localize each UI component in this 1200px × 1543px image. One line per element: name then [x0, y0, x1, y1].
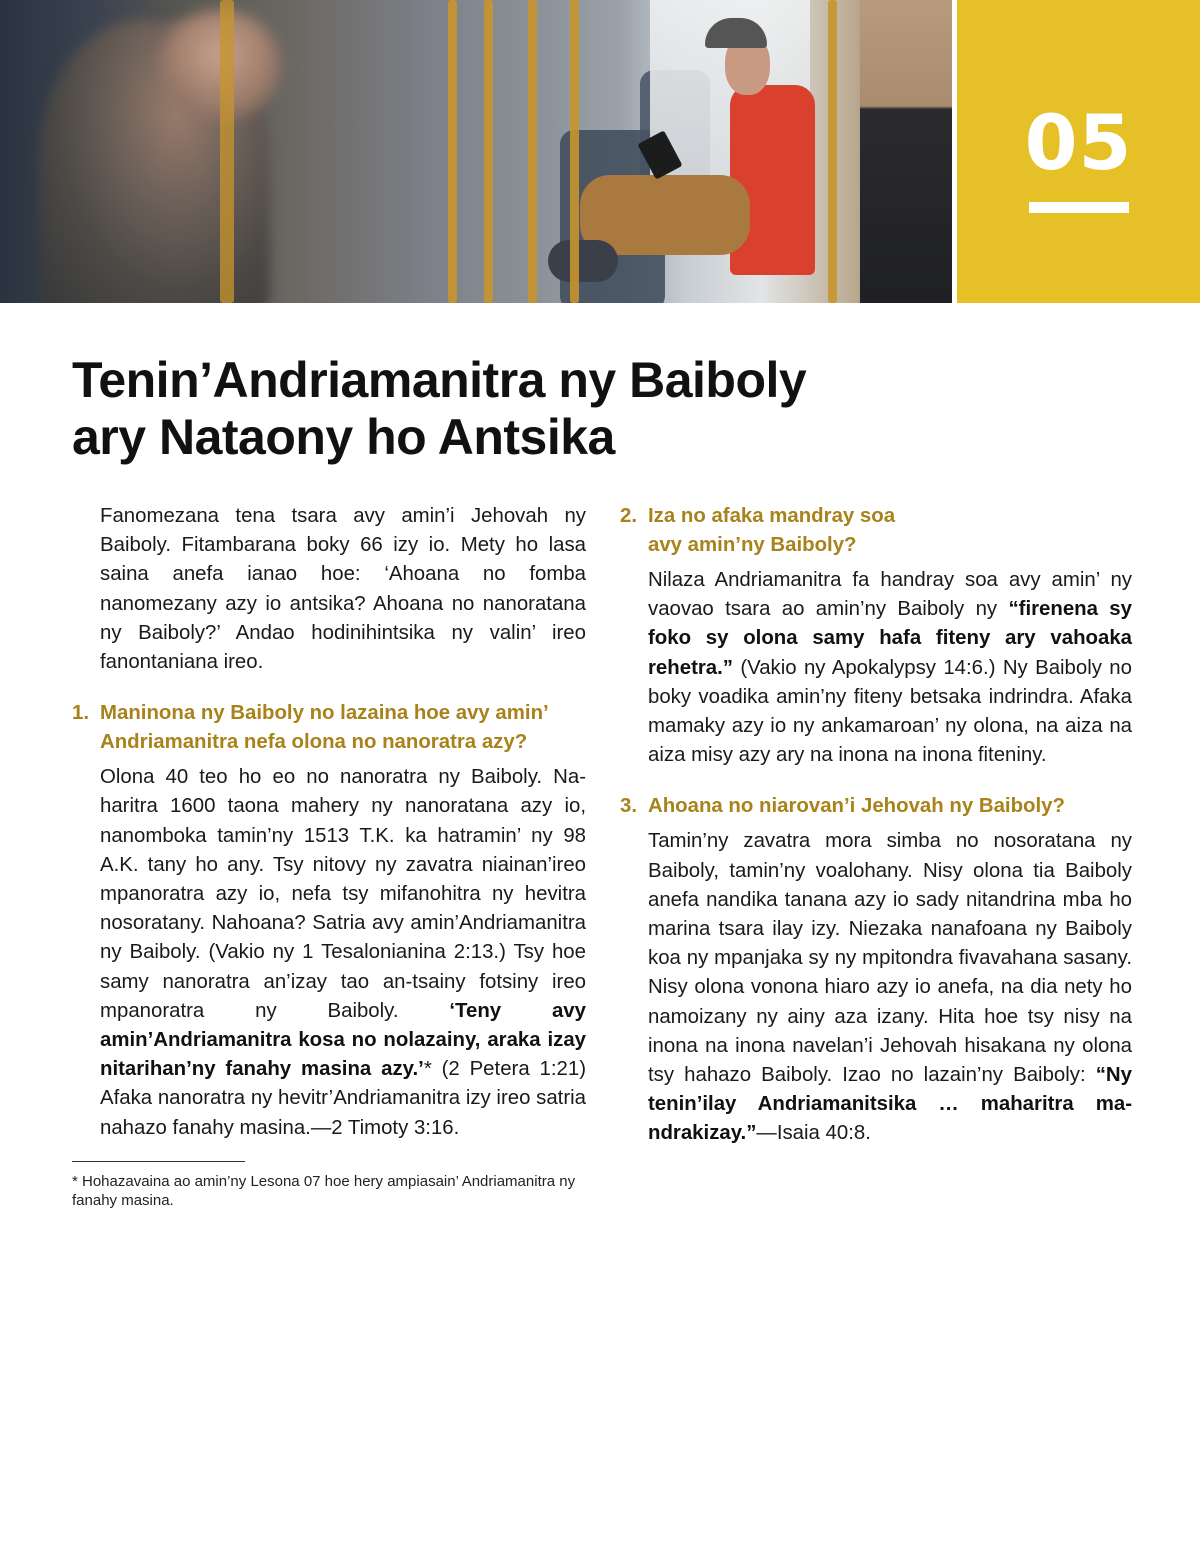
answer-text: * (2 Petera 1:21) Afaka nanoratra ny hevitr’Andriamanitra izy ireo satria nahazo fanahy masina.—2 Timoty 3:16.: [100, 1058, 586, 1139]
standing-passenger: [860, 0, 952, 303]
reading-man-shoe: [548, 240, 618, 282]
answer-text: Tamin’ny zavatra mora simba no nosoratana ny Baiboly, tamin’ny voalohany. Nisy olona tia Baiboly anefa nandika tanana azy io sady nitandrina mba ho marina tsara ilay izy. Niezaka nanafoana ny Baiboly koa ny mpanjaka sy ny mpitondra fivavahana sasany. Nisy olona vonona hiaro azy io anefa, na dia nety ho namoizany ny ainy aza izany. Hita hoe tsy nisy na inona na inona navelan’i Jehovah hisakana ny olona tsy hahazo Baiboly. Izao no lazain’ny Baiboly:: [648, 830, 1132, 1087]
scripture-quote: “Ny tenin’ilay Andriamanitsika … maharitra mandrakizay.”: [648, 1064, 1132, 1145]
question-heading-1: [72, 699, 586, 757]
question-heading-line: Iza no afaka mandray soa: [648, 505, 896, 527]
question-heading-line: Maninona ny Baiboly no lazaina hoe avy amin’: [100, 702, 549, 725]
lesson-title: [72, 352, 892, 466]
answer-text: Olona 40 teo ho eo no nanoratra ny Baiboly. Naharitra 1600 taona mahery ny nanoratana azy io, nanomboka tamin’ny 1513 T.K. ka hatramin’ ny 98 A.K. tany ho any. Tsy nitovy ny zavatra niainan’ireo mpanoratra azy io, nefa tsy mifanohitra ny hevitra nosoratany. Nahoana? Satria avy amin’Andriamanitra ny Baiboly. (Vakio ny 1 Tesalonianina 2:13.) Tsy hoe samy nanoratra an’izay tao an-tsainy fotsiny ireo mpanoratra ny Baiboly.: [100, 766, 586, 1022]
question-number: 3.: [620, 795, 638, 818]
answer-text: (Vakio ny Apokalypsy 14:6.) Ny Baiboly no boky voadika amin’ny fiteny betsaka indrindra. Afaka mamaky azy io ny ankamaroan’ ny olona, na aiza na aiza misy azy ary na inona na inona fiteniny.: [648, 656, 1132, 767]
answer-text: Nilaza Andriamanitra fa handray soa avy amin’ ny vaovao tsara ao amin’ny Baiboly ny: [648, 569, 1132, 621]
chapter-number-underline: [1029, 202, 1129, 213]
scripture-quote: ‘Teny avy amin’Andriamanitra kosa no nolazainy, araka izay nitarihan’ny fanahy masina azy.’: [100, 999, 586, 1081]
question-heading-2: [620, 502, 1132, 560]
hero-photo: [0, 0, 952, 303]
question-heading-line: Ahoana no niarovan’i Jehovah ny Baiboly?: [648, 795, 1065, 818]
left-column: [72, 502, 586, 1211]
chapter-number: 05: [1024, 98, 1133, 187]
question-heading-line: avy amin’ny Baiboly?: [648, 534, 857, 556]
right-column: [620, 502, 1132, 1149]
answer-paragraph-2: [620, 566, 1132, 770]
bus-pole: [570, 0, 579, 303]
bus-pole: [484, 0, 493, 303]
question-heading-3: [620, 792, 1132, 821]
chapter-number-box: [957, 0, 1200, 303]
bus-pole: [448, 0, 457, 303]
footnote: * Hohazavaina ao amin’ny Lesona 07 hoe hery ampiasain’ Andriamanitra ny fanahy masina.: [72, 1172, 576, 1210]
bus-pole: [828, 0, 837, 303]
bus-pole: [220, 0, 234, 303]
lesson-title-line-2: ary Nataony ho Antsika: [72, 409, 615, 465]
footnote-divider: [72, 1161, 245, 1162]
answer-paragraph-1: [72, 763, 586, 1143]
question-number: 1.: [72, 702, 90, 725]
question-heading-line: Andriamanitra nefa olona no nanoratra azy?: [100, 731, 528, 754]
answer-paragraph-3: [620, 827, 1132, 1148]
bus-pole: [528, 0, 537, 303]
reading-man-jacket: [730, 85, 815, 275]
scripture-quote: “firenena sy foko sy olona samy hafa fiteny ary vahoaka rehetra.”: [648, 598, 1132, 679]
answer-text: —Isaia 40:8.: [756, 1122, 871, 1145]
question-number: 2.: [620, 505, 638, 527]
intro-paragraph: Fanomezana tena tsara avy amin’i Jehovah ny Baiboly. Fitambarana boky 66 izy io. Mety ho lasa saina anefa ianao hoe: ‘Ahoana no fomba nanomezany azy io antsika? Ahoana no nanoratana ny Baiboly?’ Andao hodinihintsika ny valin’ ireo fanontaniana ireo.: [100, 505, 586, 674]
lesson-title-line-1: Tenin’Andriamanitra ny Baiboly: [72, 352, 807, 408]
